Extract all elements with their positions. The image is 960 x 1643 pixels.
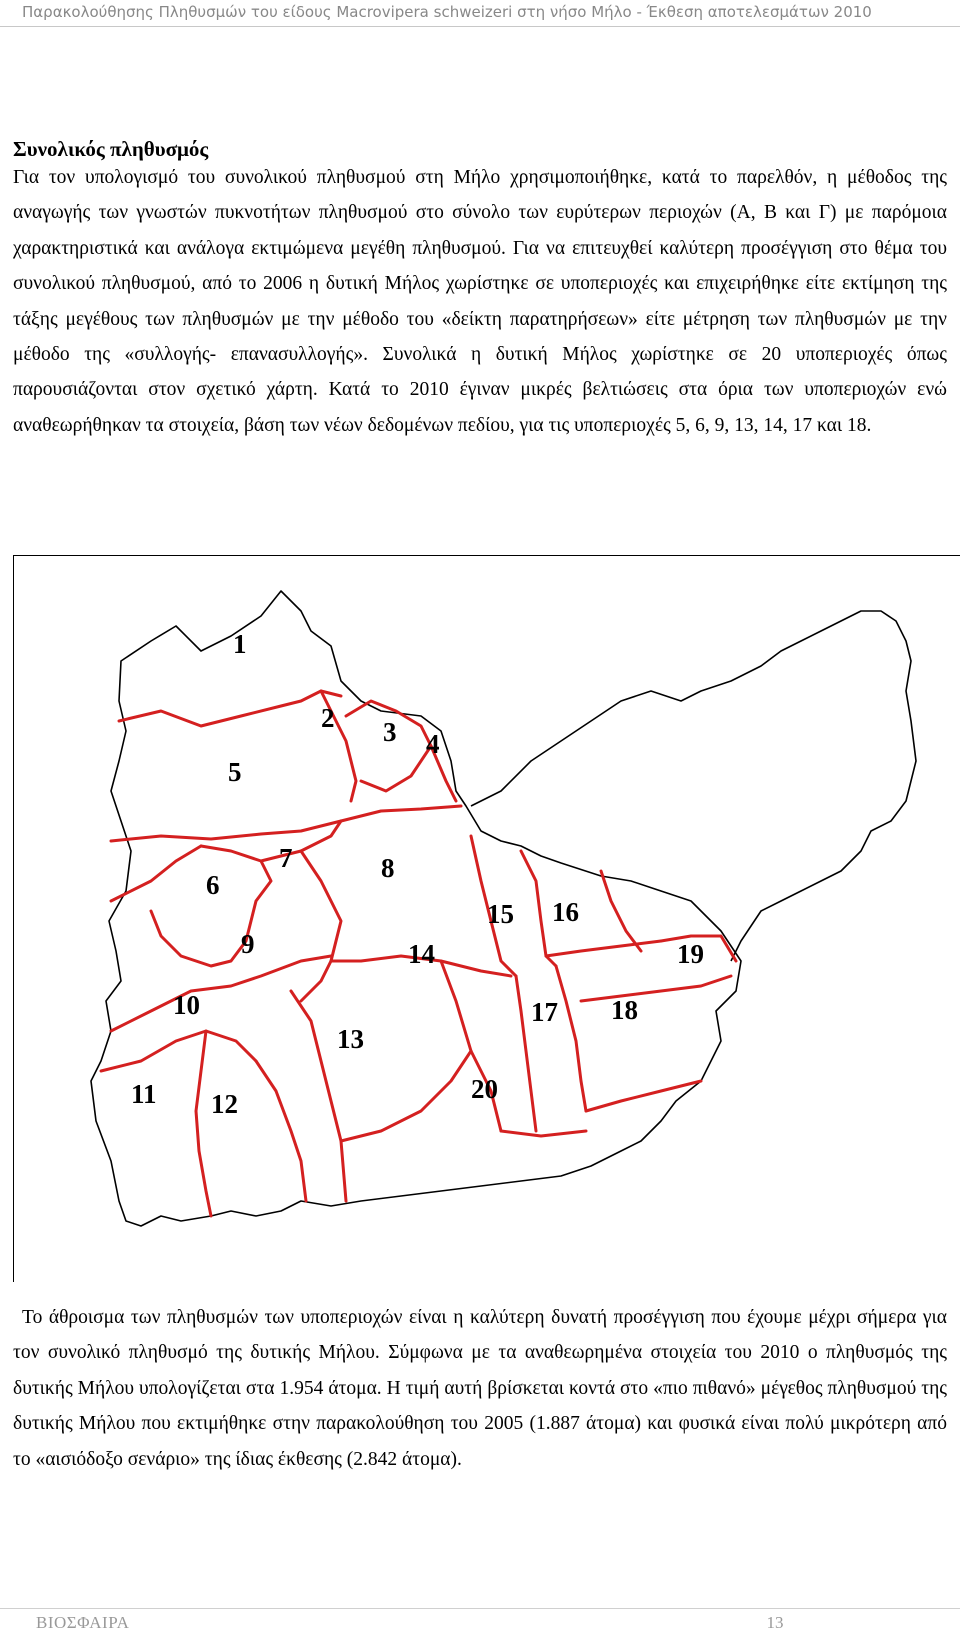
boundary-6 [111,846,201,901]
region-label-18: 18 [611,995,638,1025]
footer-rule [0,1608,960,1609]
boundary-18-bottom [586,1081,701,1111]
boundary-15-16 [521,851,556,966]
boundary-10-11 [101,1031,256,1071]
region-label-5: 5 [228,757,242,787]
running-header: Παρακολούθησης Πληθυσμών του είδους Macrovipera schweizeri στη νήσο Μήλο - Έκθεση αποτελεσμάτων 2010 [22,3,872,21]
region-label-3: 3 [383,717,397,747]
region-label-11: 11 [131,1079,157,1109]
boundary-1-5 [119,691,341,726]
region-label-8: 8 [381,853,395,883]
boundary-8-left [301,851,341,1001]
page-number: 13 [766,1613,784,1632]
section-heading: Συνολικός πληθυσμός [13,137,209,161]
region-label-10: 10 [173,990,200,1020]
paragraph-2: Το άθροισμα των πληθυσμών των υποπεριοχών είναι η καλύτερη δυνατή προσέγγιση που έχουμε μέχρι σήμερα για τον συνολικό πληθυσμό της δυτικής Μήλου. Σύμφωνα με τα αναθεωρημένα στοιχεία του 2010 ο πληθυσμός της δυτικής Μήλου υπολογίζεται στα 1.954 άτομα. Η τιμή αυτή βρίσκεται κοντά στο «πιο πιθανό» μέγεθος πληθυσμού της δυτικής Μήλου που εκτιμήθηκε στην παρακολούθηση του 2005 (1.887 άτομα) και φυσικά είναι πολύ μικρότερη από το «αισιόδοξο σενάριο» της ίδιας έκθεσης (2.842 άτομα). [13,1307,947,1470]
boundary-11-12 [196,1031,211,1216]
paragraph-1: Για τον υπολογισμό του συνολικού πληθυσμού στη Μήλο χρησιμοποιήθηκε, κατά το παρελθόν, η μέθοδος της αναγωγής των γνωστών πυκνοτήτων πληθυσμού στο σύνολο των ευρύτερων περιοχών (Α, Β και Γ) με παρόμοια χαρακτηριστικά και ανάλογα εκτιμώμενα μεγέθη πληθυσμού. Για να επιτευχθεί καλύτερη προσέγγιση στο θέμα του συνολικού πληθυσμού, από το 2006 η δυτική Μήλος χωρίστηκε σε υποπεριοχές και επιχειρήθηκε είτε εκτίμηση της τάξης μεγέθους των πληθυσμών με την μέθοδο του «δείκτη παρατηρήσεων» είτε μέτρηση των πληθυσμών με την μέθοδο της «συλλογής- επανασυλλογής». Συνολικά η δυτική Μήλος χωρίστηκε σε 20 υποπεριοχές όπως παρουσιάζονται στον σχετικό χάρτη. Κατά το 2010 έγιναν μικρές βελτιώσεις στα όρια των υποπεριοχών ενώ αναθεωρήθηκαν τα στοιχεία, βάση των νέων δεδομένων πεδίου, για τις υποπεριοχές 5, 6, 9, 13, 14, 17 και 18. [13,167,947,436]
region-label-17: 17 [531,997,558,1027]
region-label-15: 15 [487,899,514,929]
region-label-1: 1 [233,629,247,659]
boundary-14-east [441,961,501,1131]
coastline-main [91,591,741,1226]
boundary-17-18 [556,966,586,1111]
region-label-16: 16 [552,897,579,927]
map-frame [13,555,960,1282]
region-label-7: 7 [279,843,293,873]
boundary-13-left [291,991,346,1201]
boundary-13-bottom [341,1051,471,1141]
region-label-20: 20 [471,1074,498,1104]
region-label-6: 6 [206,870,220,900]
boundary-12 [256,1061,306,1201]
boundary-20 [501,1131,586,1136]
region-label-2: 2 [321,703,335,733]
boundary-9-10 [111,956,331,1031]
subregion-map [14,556,960,1283]
region-label-12: 12 [211,1089,238,1119]
region-label-19: 19 [677,939,704,969]
boundary-5-lower [111,806,461,841]
boundary-18 [581,976,731,1001]
boundary-7 [261,821,341,861]
coastline-east [471,611,916,961]
region-label-14: 14 [408,939,435,969]
region-label-13: 13 [337,1024,364,1054]
boundary-16 [546,941,661,956]
region-label-9: 9 [241,929,255,959]
region-label-4: 4 [426,729,440,759]
footer-publisher: ΒΙΟΣΦΑΙΡΑ [36,1613,130,1632]
header-rule [0,26,960,27]
